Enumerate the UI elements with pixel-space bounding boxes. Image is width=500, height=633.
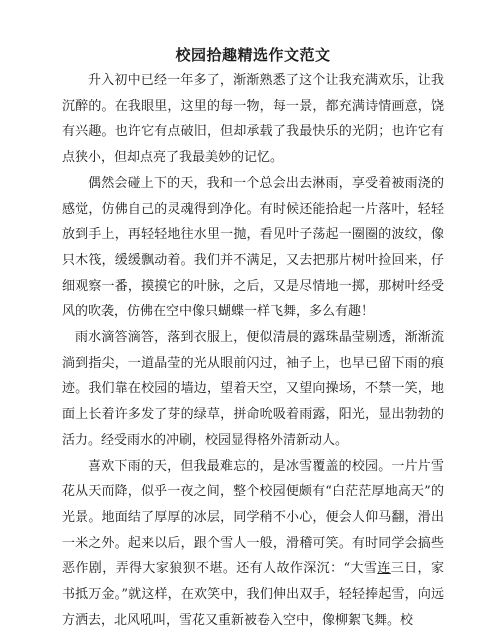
page-title: 校园拾趣精选作文范文 (175, 46, 331, 64)
paragraph-4-text: 喜欢下雨的天，但我最难忘的，是冰雪覆盖的校园。一片片雪花从天而降，似乎一夜之间，整个校园便颇有“白茫茫厚地高天”的光景。地面结了厚厚的冰层，同学稍不小心，便会人仰马翻，滑出一米之外。起来以后，跟个雪人一般，滑稽可笑。有时同学会搞些恶作剧，弄得大家狼狈不堪。还有人故作深沉：“大雪 (62, 458, 444, 577)
paragraph-4-continued: 三日，家书抵万金。”就这样，在欢笑中，我们伸出双手，轻轻捧起雪，向远方洒去，北风吼叫，雪花又重新被卷入空中，像柳絮飞舞。校 (62, 561, 444, 628)
paragraph-3: 雨水滴答滴答，落到衣服上，便似清晨的露珠晶莹剔透，渐渐流淌到指尖，一道晶莹的光从眼前闪过，袖子上，也早已留下雨的痕迹。我们靠在校园的墙边，望着天空，又望向操场，不禁一笑，地面上长着许多发了芽的绿草，拼命吮吸着雨露，阳光，显出勃勃的活力。经受雨水的冲刷，校园显得格外清新动人。 (62, 330, 444, 448)
underlined-word: 连 (377, 561, 391, 577)
paragraph-4 (62, 454, 444, 633)
paragraph-1: 升入初中已经一年多了，渐渐熟悉了这个让我充满欢乐，让我沉醉的。在我眼里，这里的每一物，每一景，都充满诗情画意，饶有兴趣。也许它有点破旧，但却承载了我最快乐的光阴；也许它有点狭小，但却点亮了我最美妙的记忆。 (62, 73, 444, 166)
paragraph-2: 偶然会碰上下的天，我和一个总会出去淋雨，享受着被雨浇的感觉，仿佛自己的灵魂得到净化。有时候还能拾起一片落叶，轻轻放到手上，再轻轻地往水里一抛，看见叶子荡起一圈圈的波纹，像只木筏，缓缓飘动着。我们并不满足，又去把那片树叶捡回来，仔细观察一番，摸摸它的叶脉，之后，又是尽情地一掷，那树叶经受风的吹袭，仿佛在空中像只蝴蝶一样飞舞，多么有趣！ (62, 175, 444, 320)
